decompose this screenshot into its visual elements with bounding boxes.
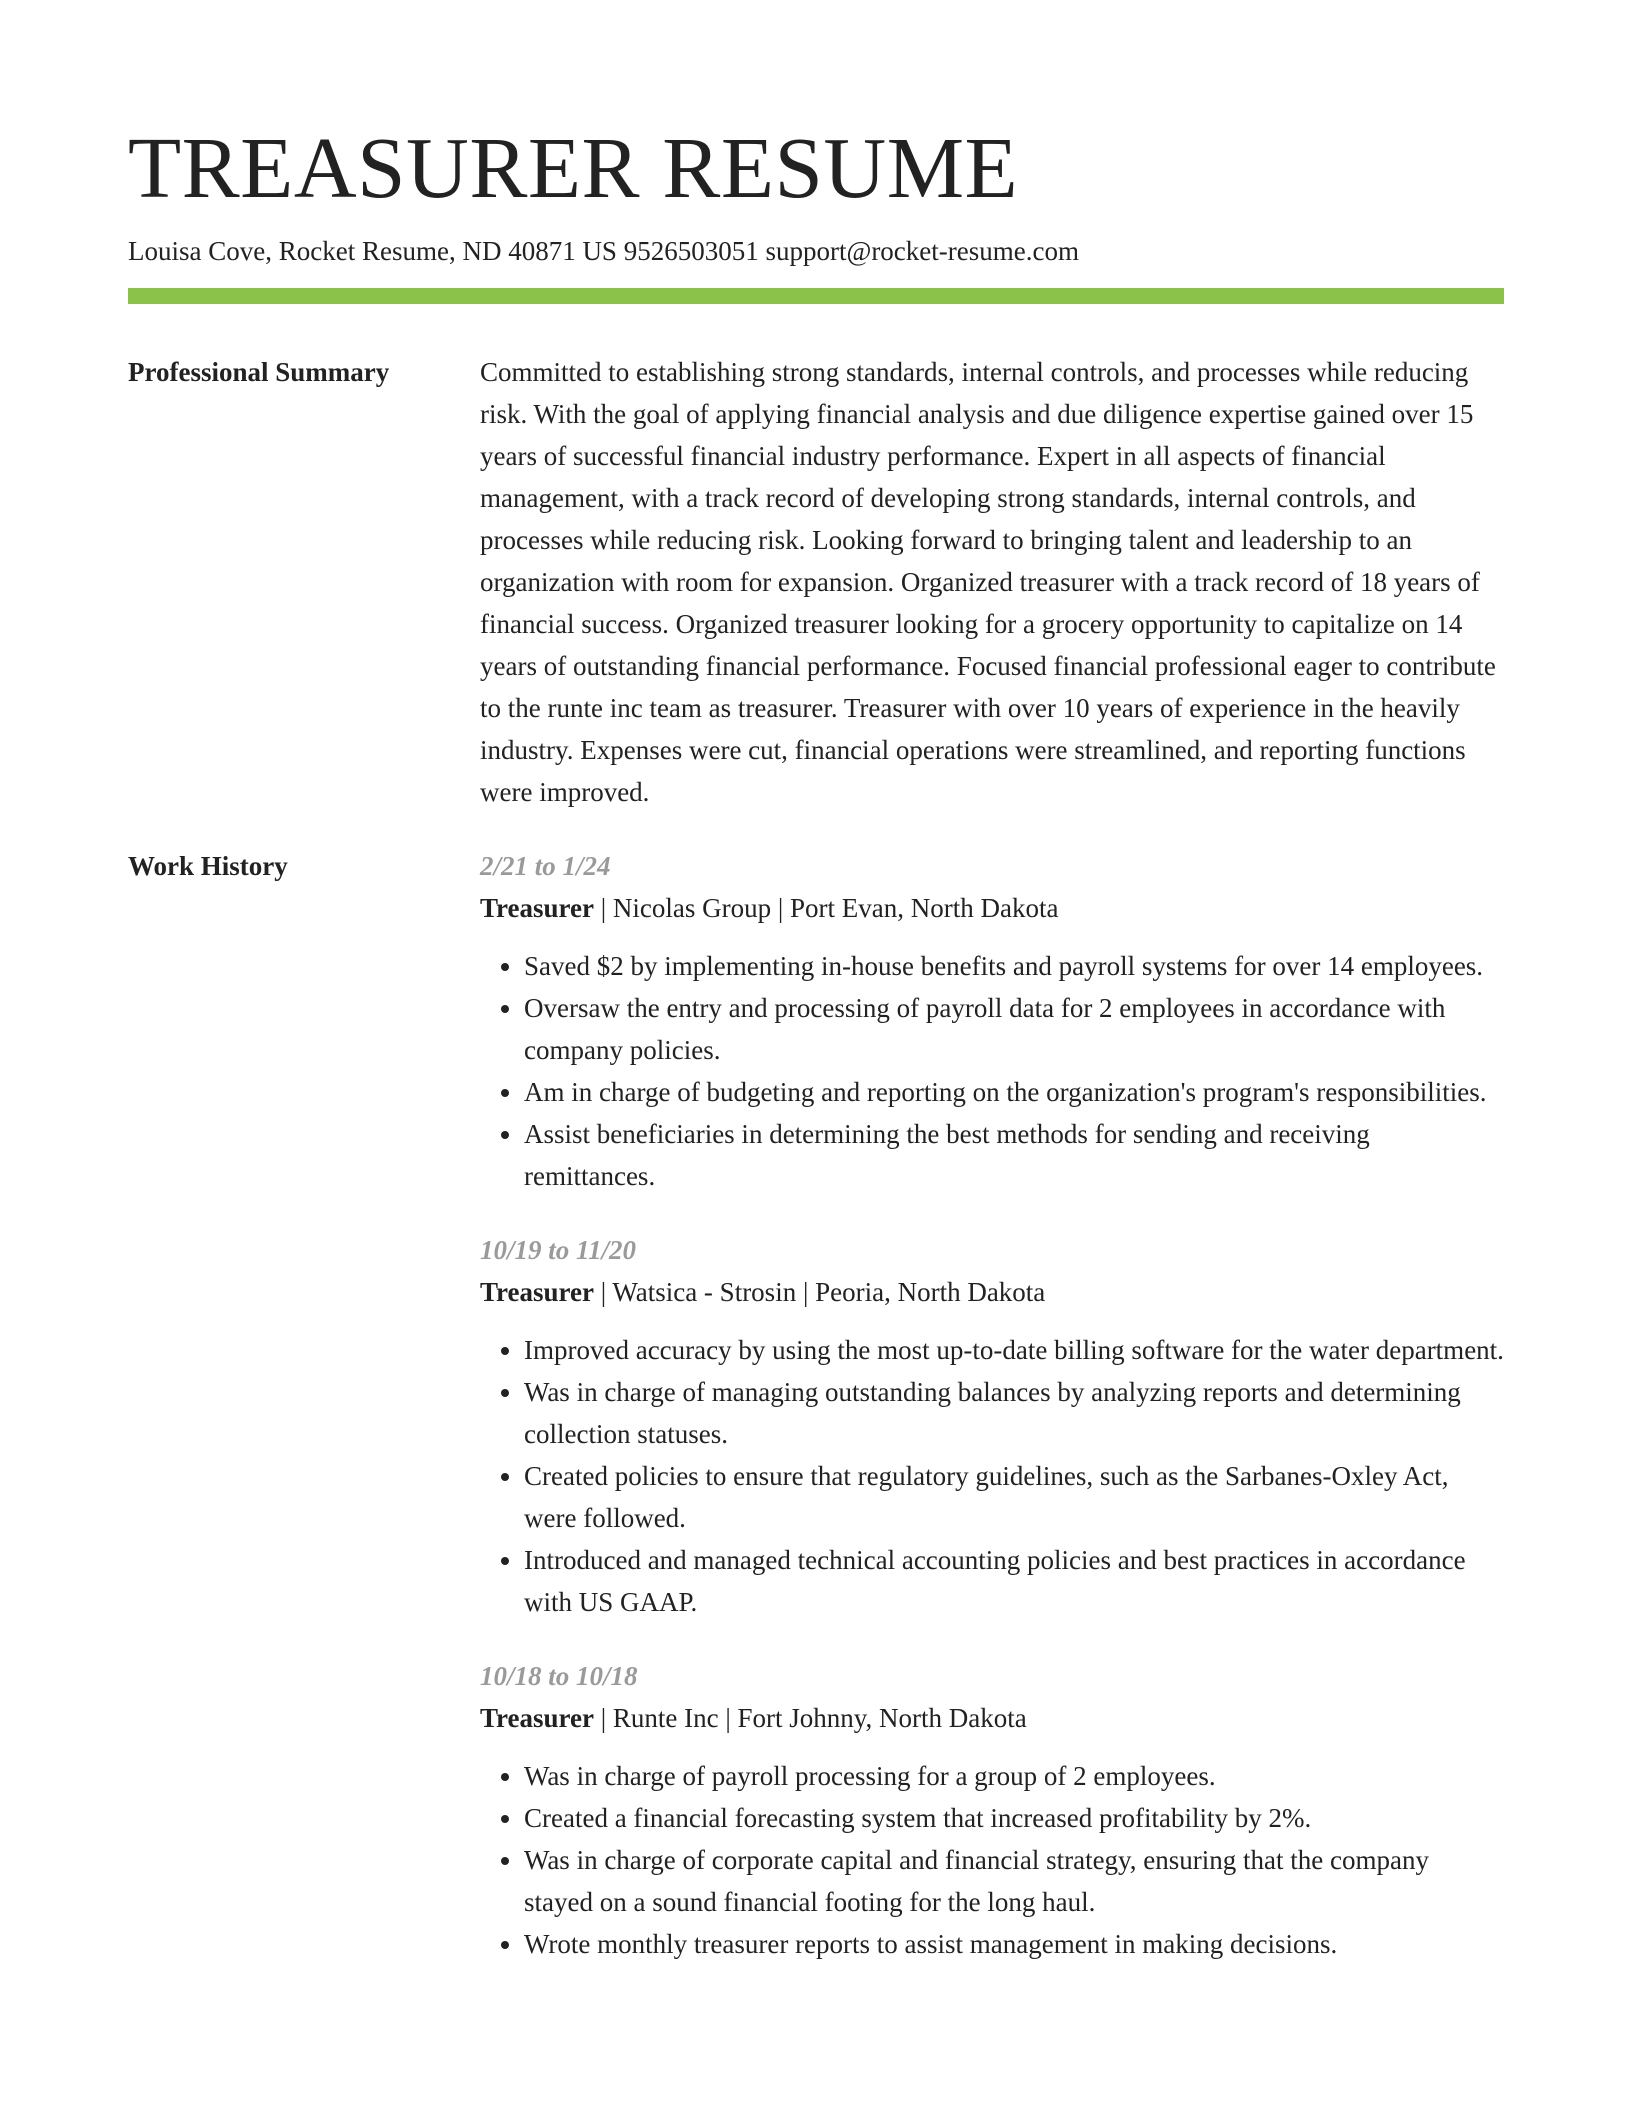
job-title: Treasurer [480,893,594,923]
resume-title: TREASURER RESUME [128,119,1019,216]
job-bullet: • Saved $2 by implementing in-house benefits and payroll systems for over 14 employees. [524,945,1504,987]
professional-summary-section [128,351,1504,813]
job-bullet: • Created policies to ensure that regulatory guidelines, such as the Sarbanes-Oxley Act, were followed. [524,1455,1504,1539]
job-bullet: • Wrote monthly treasurer reports to assist management in making decisions. [524,1923,1504,1965]
work-history-section [128,845,1504,1997]
job-entry [480,1229,1504,1623]
job-bullet: • Was in charge of managing outstanding balances by analyzing reports and determining collection statuses. [524,1371,1504,1455]
section-heading-work-history: Work History [128,851,288,881]
job-bullet: • Assist beneficiaries in determining the best methods for sending and receiving remittances. [524,1113,1504,1197]
summary-body [480,351,1504,813]
job-title: Treasurer [480,1277,594,1307]
job-bullets [480,945,1504,1197]
job-entry [480,845,1504,1197]
job-bullets [480,1329,1504,1623]
job-bullet: • Oversaw the entry and processing of payroll data for 2 employees in accordance with company policies. [524,987,1504,1071]
summary-text: Committed to establishing strong standards, internal controls, and processes while reducing risk. With the goal of applying financial analysis and due diligence expertise gained over 15 years of successful financial industry performance. Expert in all aspects of financial management, with a track record of developing strong standards, internal controls, and processes while reducing risk. Looking forward to bringing talent and leadership to an organization with room for expansion. Organized treasurer with a track record of 18 years of financial success. Organized treasurer looking for a grocery opportunity to capitalize on 14 years of outstanding financial performance. Focused financial professional eager to contribute to the runte inc team as treasurer. Treasurer with over 10 years of experience in the heavily industry. Expenses were cut, financial operations were streamlined, and reporting functions were improved. [480,357,1496,807]
job-details: | Runte Inc | Fort Johnny, North Dakota [593,1703,1027,1733]
job-bullet: • Improved accuracy by using the most up-to-date billing software for the water department. [524,1329,1504,1371]
job-bullet: • Am in charge of budgeting and reporting on the organization's program's responsibilities. [524,1071,1504,1113]
job-heading [480,887,1504,929]
job-details: | Watsica - Strosin | Peoria, North Dakota [593,1277,1046,1307]
accent-divider [128,288,1504,304]
job-bullet: • Created a financial forecasting system that increased profitability by 2%. [524,1797,1504,1839]
work-history-body [480,845,1504,1997]
job-heading [480,1697,1504,1739]
job-dates: 2/21 to 1/24 [480,851,611,881]
job-heading [480,1271,1504,1313]
job-dates: 10/18 to 10/18 [480,1661,638,1691]
job-dates: 10/19 to 11/20 [480,1235,637,1265]
resume-page [128,0,1504,1997]
job-title: Treasurer [480,1703,594,1733]
job-bullet: • Was in charge of payroll processing for a group of 2 employees. [524,1755,1504,1797]
job-entry [480,1655,1504,1965]
section-heading-professional-summary: Professional Summary [128,357,390,387]
contact-line: Louisa Cove, Rocket Resume, ND 40871 US 9526503051 support@rocket-resume.com [128,236,1079,266]
job-bullets [480,1755,1504,1965]
job-bullet: • Was in charge of corporate capital and financial strategy, ensuring that the company stayed on a sound financial footing for the long haul. [524,1839,1504,1923]
job-bullet: • Introduced and managed technical accounting policies and best practices in accordance with US GAAP. [524,1539,1504,1623]
job-details: | Nicolas Group | Port Evan, North Dakota [593,893,1059,923]
